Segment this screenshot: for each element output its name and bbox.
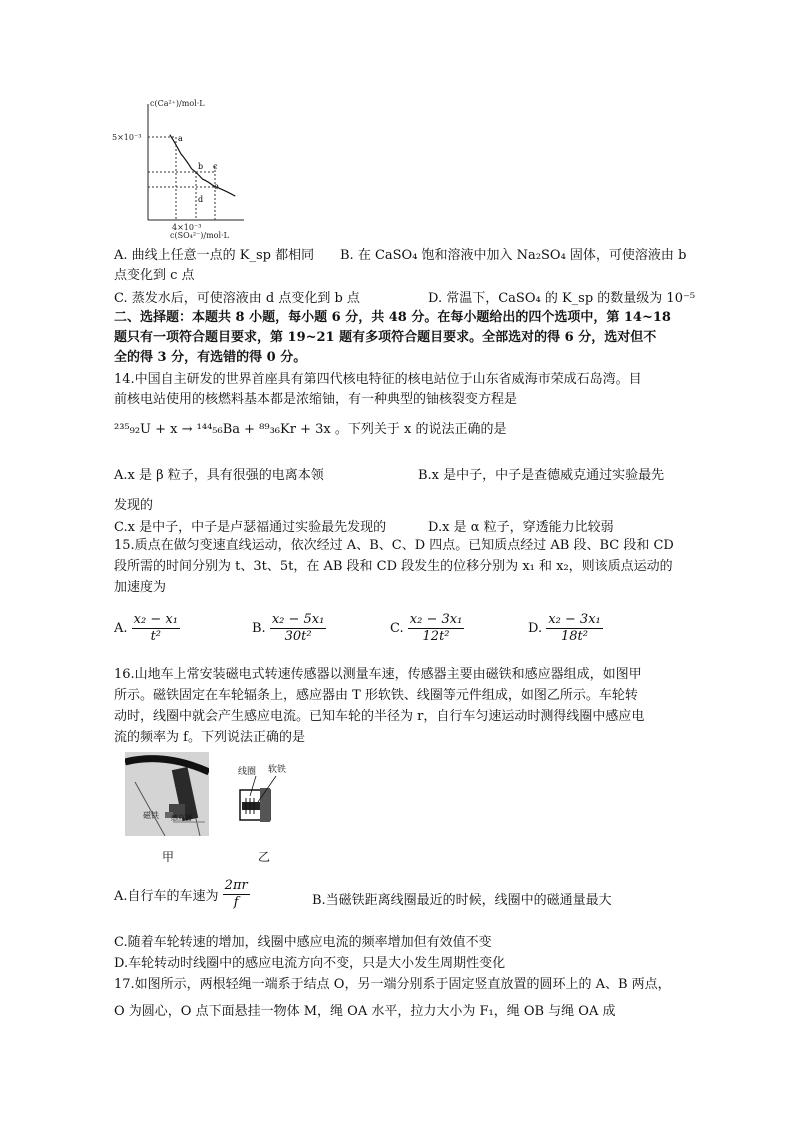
q15-option-c-den: 12t² [422,629,450,644]
q15-option-c-num: x₂ − 3x₁ [409,612,463,627]
q16-option-a-fraction [223,878,250,911]
point-label-b: b [198,162,204,171]
q14-line1: 14.中国自主研发的世界首座具有第四代核电特征的核电站位于山东省威海市荣成石岛湾。目 [114,372,642,387]
q15-option-a-den: t² [150,629,162,644]
q14-line2: 前核电站使用的核燃料基本都是浓缩铀，有一种典型的铀核裂变方程是 [114,392,518,407]
q15-option-a-num: x₂ − x₁ [133,612,178,627]
label-coil: 线圈 [238,767,257,777]
q15-option-d-fraction [546,612,603,645]
q16-line4: 流的频率为 f。下列说法正确的是 [114,730,305,745]
label-magnet: 磁铁 [143,811,159,820]
q16-option-a [114,878,250,918]
q16-option-a-text: A.自行车的车速为 [114,889,219,904]
q15-option-d-den: 18t² [561,629,588,644]
figure-yi-diagram [236,762,298,824]
ksp-chart [110,96,250,240]
q13-option-b-line2: 点变化到 c 点 [114,268,195,283]
q16-option-d: D.车轮转动时线圈中的感应电流方向不变，只是大小发生周期性变化 [114,956,506,971]
q15-option-d-num: x₂ − 3x₁ [548,612,601,627]
caption-yi: 乙 [258,850,271,864]
q15-option-b-label: B. [252,621,266,636]
q15-option-c-label: C. [390,621,404,636]
q17-line2: O 为圆心，O 点下面悬挂一物体 M，绳 OA 水平，拉力大小为 F₁，绳 OB 与绳 OA 成 [114,1004,616,1019]
q15-option-c-fraction [408,612,465,645]
q15-option-b-fraction [270,612,327,645]
chart-ylabel: c(Ca²⁺)/mol·L [150,99,205,108]
q16-line3: 动时，线圈中就会产生感应电流。已知车轮的半径为 r，自行车匀速运动时测得线圈中感应电 [114,709,645,724]
q16-option-b: B.当磁铁距离线圈最近的时候，线圈中的磁通量最大 [312,893,612,908]
point-label-a: a [178,134,183,143]
section2-line2: 题只有一项符合题目要求，第 19~21 题有多项符合题目要求。全部选对的得 6 分，选对但不 [114,330,657,345]
chart-ytick: 5×10⁻³ [112,133,142,142]
q16-option-a-num: 2πr [224,878,248,893]
section2-line1: 二、选择题：本题共 8 小题，每小题 6 分，共 48 分。在每小题给出的四个选项中，第 14~18 [114,310,671,325]
q15-option-b-num: x₂ − 5x₁ [271,612,325,627]
label-soft-iron: 软铁 [268,765,287,775]
q13-option-c: C. 蒸发水后，可使溶液由 d 点变化到 b 点 [114,291,360,306]
q14-option-d: D.x 是 α 粒子，穿透能力比较弱 [428,520,614,535]
q13-option-a: A. 曲线上任意一点的 K_sp 都相同 [114,248,315,263]
q14-option-c: C.x 是中子，中子是卢瑟福通过实验最先发现的 [114,520,387,535]
q17-line1: 17.如图所示，两根轻绳一端系于结点 O，另一端分别系于固定竖直放置的圆环上的 A、B 两点， [114,977,671,992]
q15-option-b-den: 30t² [284,629,312,644]
chart-xlabel: c(SO₄²⁻)/mol·L [170,231,229,240]
q15-option-a-label: A. [114,621,128,636]
q15-option-a-fraction [132,612,180,645]
q13-option-b-line1: B. 在 CaSO₄ 饱和溶液中加入 Na₂SO₄ 固体，可使溶液由 b [340,248,687,263]
q15-line2: 段所需的时间分别为 t、3t、5t，在 AB 段和 CD 段发生的位移分别为 x₁ 和 x₂，则该质点运动的 [114,559,673,574]
label-sensor: 感应器 [171,814,192,822]
point-label-d: d [198,195,204,204]
q15-line1: 15.质点在做匀变速直线运动，依次经过 A、B、C、D 四点。已知质点经过 AB 段、BC 段和 CD [114,538,674,553]
q16-line1: 16.山地车上常安装磁电式转速传感器以测量车速，传感器主要由磁铁和感应器组成，如图甲 [114,667,642,682]
q14-option-a: A.x 是 β 粒子，具有很强的电离本领 [114,468,324,483]
q15-option-a [114,612,180,652]
q16-option-a-den: f [233,895,239,910]
point-label-c: c [213,162,218,171]
wheel-sensor-illustration [125,752,209,836]
q15-line3: 加速度为 [114,580,167,595]
chart-xtick: 4×10⁻³ [172,223,202,232]
q13-option-d: D. 常温下，CaSO₄ 的 K_sp 的数量级为 10⁻⁵ [428,291,696,306]
figure-jia-photo [125,752,209,836]
q14-equation: ²³⁵₉₂U + x → ¹⁴⁴₅₆Ba + ⁸⁹₃₆Kr + 3x 。下列关于 x 的说法正确的是 [114,422,507,437]
q16-option-c: C.随着车轮转速的增加，线圈中感应电流的频率增加但有效值不变 [114,935,492,950]
section2-line3: 全的得 3 分，有选错的得 0 分。 [114,350,307,365]
q15-option-b [252,612,326,652]
q15-option-d-label: D. [528,621,543,636]
q15-option-d [528,612,603,652]
caption-jia: 甲 [162,850,175,864]
q14-option-b-line2: 发现的 [114,498,154,513]
q16-line2: 所示。磁铁固定在车轮辐条上，感应器由 T 形软铁、线圈等元件组成，如图乙所示。车轮转 [114,688,638,703]
q15-option-c [390,612,464,652]
q14-option-b-line1: B.x 是中子，中子是查德威克通过实验最先 [418,468,665,483]
point-label-e: e [214,182,219,191]
